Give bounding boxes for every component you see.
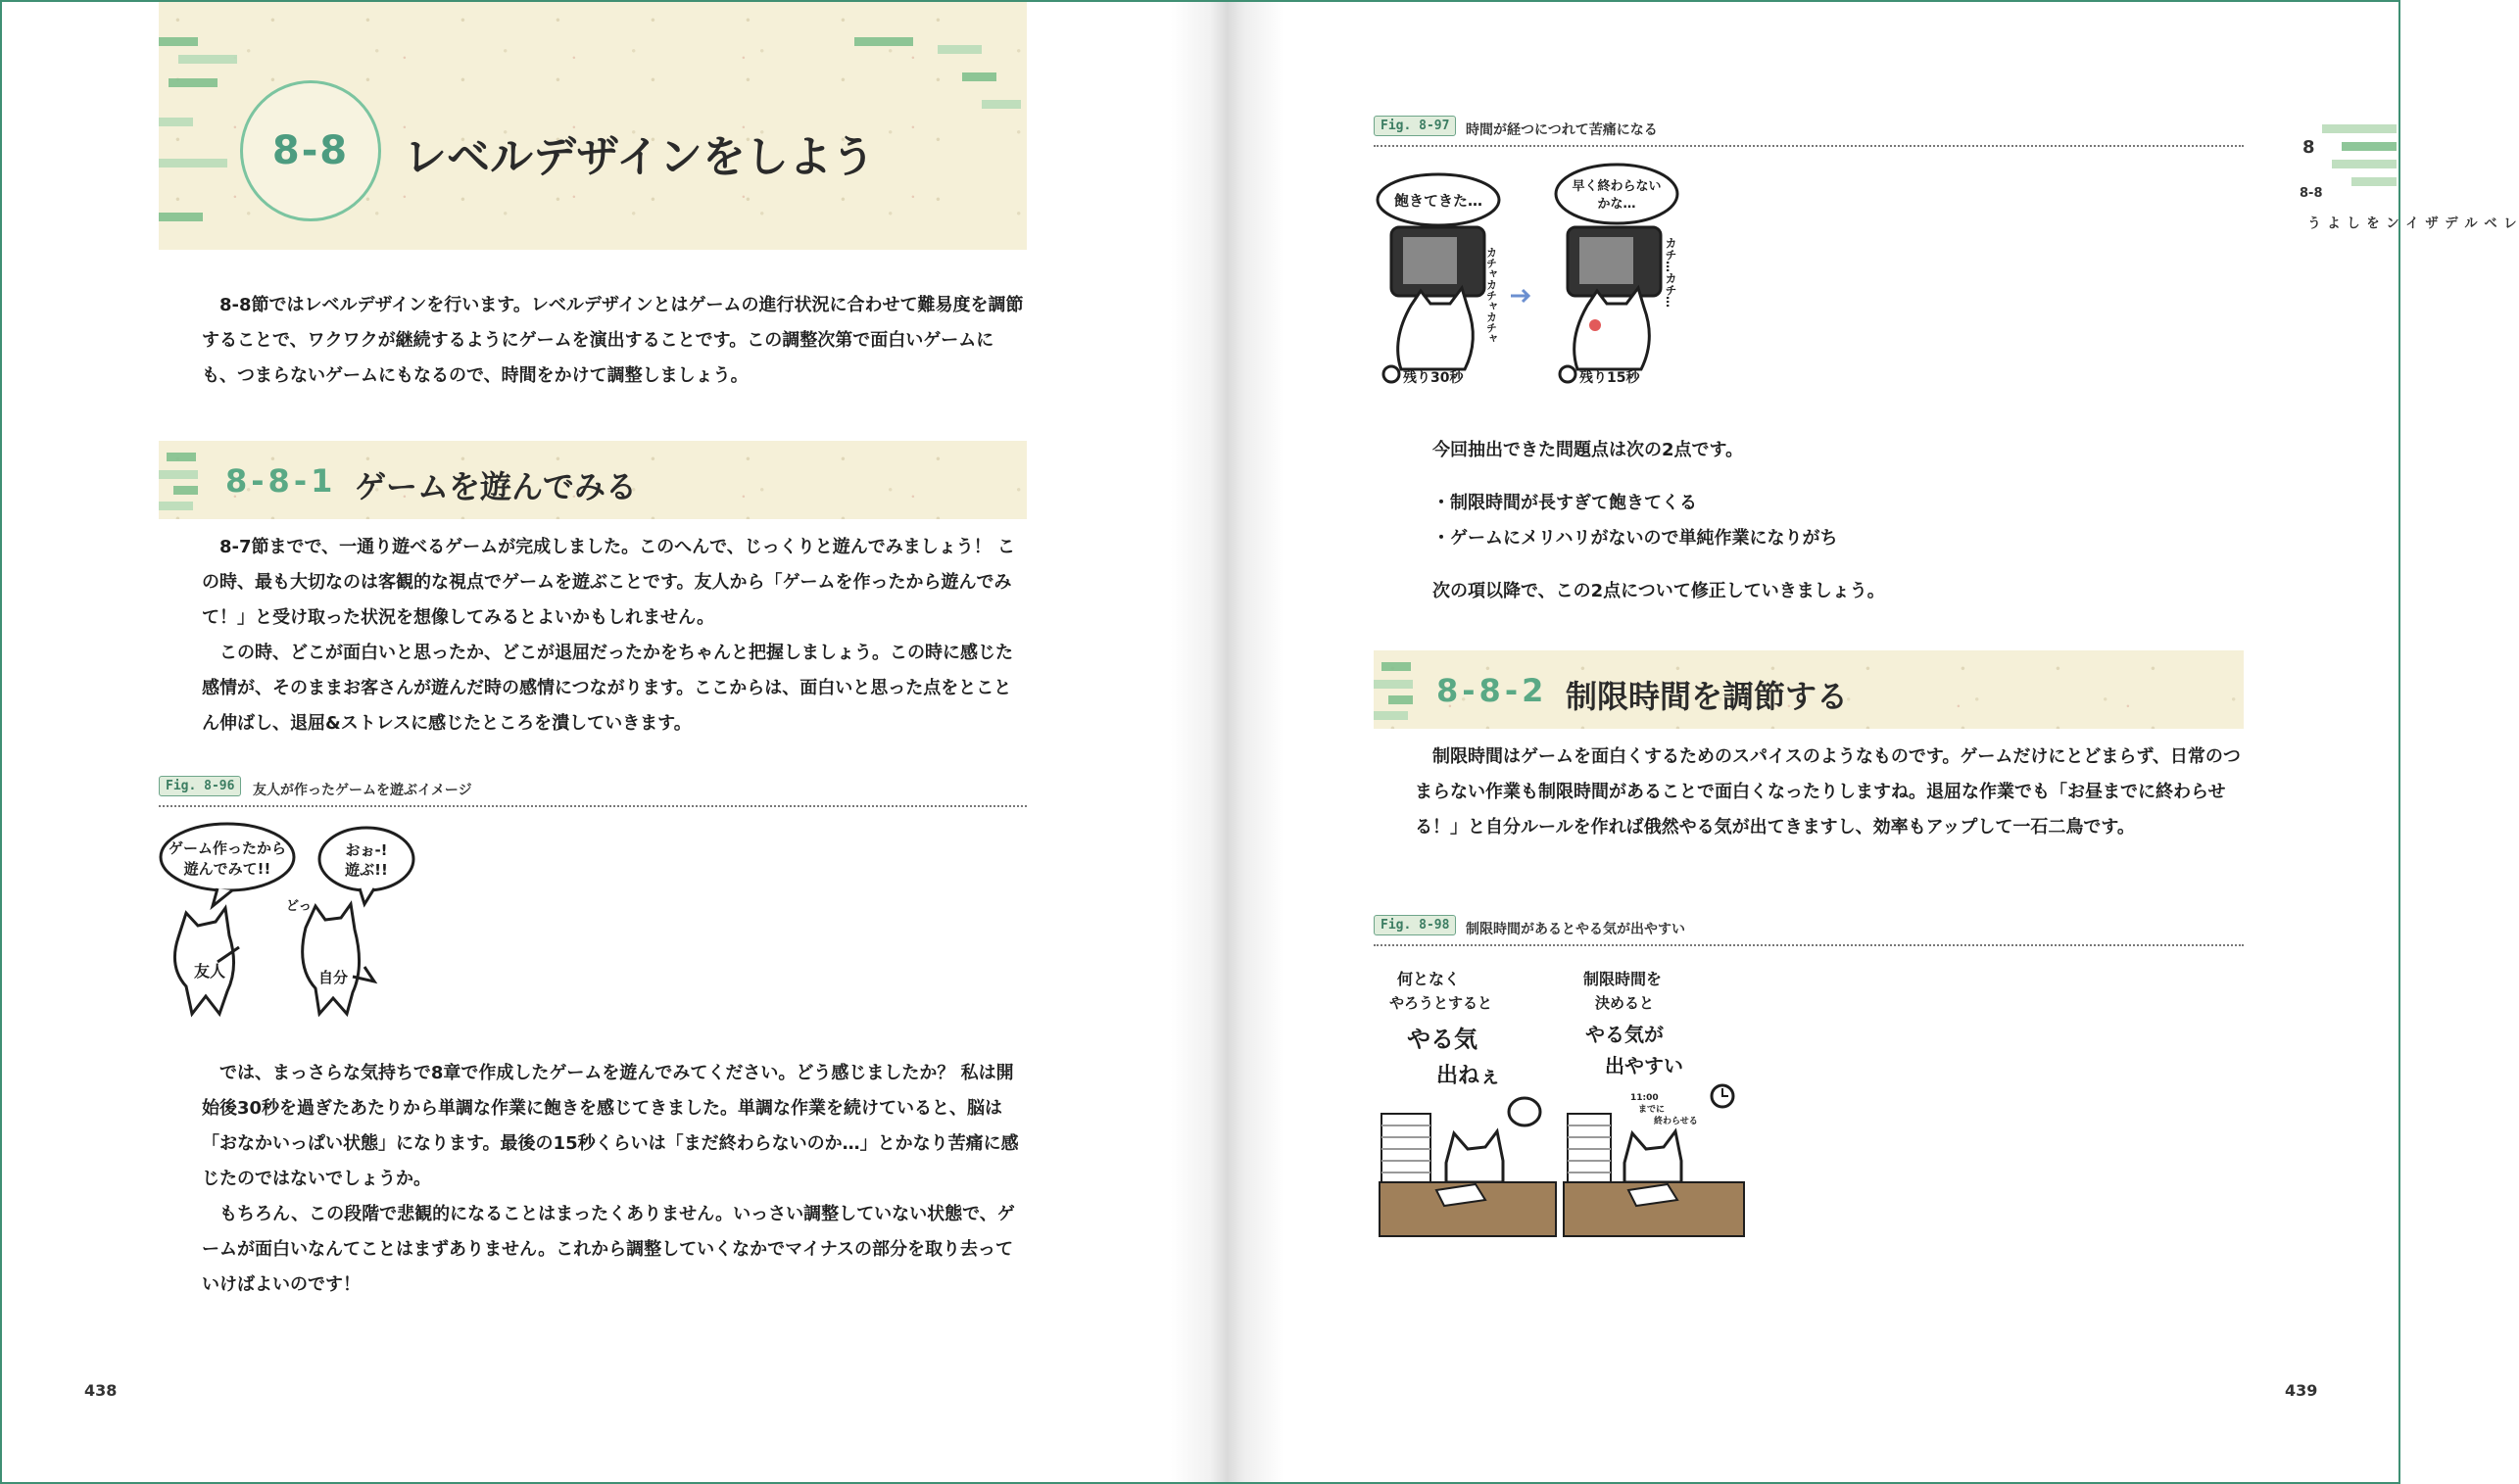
figure-caption-96 xyxy=(159,776,1027,807)
figure-tag: Fig. 8-96 xyxy=(159,776,241,796)
figure-caption-text: 時間が経つにつれて苦痛になる xyxy=(1466,122,1658,138)
section-header-8-8-1 xyxy=(159,441,1027,519)
bubble-impatient-1: 早く終わらない xyxy=(1572,179,1662,194)
bubble-right-line1: おぉ-! xyxy=(345,841,388,859)
problems-outro: 次の項以降で、この2点について修正していきましょう。 xyxy=(1432,581,1885,601)
left-line2: やろうとすると xyxy=(1389,994,1493,1012)
bubble-impatient-2: かな… xyxy=(1597,197,1636,212)
left-line3: やる気 xyxy=(1407,1026,1477,1053)
figure-caption-text: 友人が作ったゲームを遊ぶイメージ xyxy=(253,783,472,798)
chapter-title: レベルデザインをしよう xyxy=(404,132,875,182)
book-gutter xyxy=(1171,2,1284,1482)
right-page xyxy=(1284,2,2517,1482)
right-line1: 制限時間を xyxy=(1583,970,1663,988)
chapter-header xyxy=(159,2,1027,250)
right-line3: やる気が xyxy=(1585,1023,1664,1046)
after-figure-body xyxy=(202,1056,1027,1303)
paragraph: 8-7節までで、一通り遊べるゲームが完成しました。このへんで、じっくりと遊んでみましょう！ この時、最も大切なのは客観的な視点でゲームを遊ぶことです。友人から「ゲームを作ったから遊んでみて！」と受け取った状況を想像してみるとよいかもしれません。 xyxy=(202,537,1016,628)
right-line4: 出やすい xyxy=(1605,1054,1683,1077)
intro-text xyxy=(202,288,1027,394)
side-chapter-number: 8 xyxy=(2302,137,2315,158)
page-number-right: 439 xyxy=(2285,1381,2318,1400)
problems-intro: 今回抽出できた問題点は次の2点です。 xyxy=(1432,440,1744,460)
section2-body xyxy=(1415,740,2244,845)
label-friend: 友人 xyxy=(193,962,226,981)
problems-block xyxy=(1432,433,2236,609)
section1-body xyxy=(202,530,1027,742)
bubble-left-line1: ゲーム作ったから xyxy=(168,839,287,857)
bubble-bored: 飽きてきた… xyxy=(1393,192,1483,210)
timer-15: 残り15秒 xyxy=(1579,370,1640,386)
side-section-title: レベルデザインをしよう xyxy=(2305,215,2517,232)
sfx-text: どっ xyxy=(286,899,312,914)
bored-gaming-illustration xyxy=(1372,159,1695,394)
left-line1: 何となく xyxy=(1397,970,1461,988)
paragraph: 制限時間はゲームを面白くするためのスパイスのようなものです。ゲームだけにとどまらず、日常のつまらない作業も制限時間があることで面白くなったりしますね。退屈な作業でも「お昼までに終わらせる！」と自分ルールを作れば俄然やる気が出てきますし、効率もアップして一石二鳥です。 xyxy=(1415,746,2241,838)
section-title: 制限時間を調節する xyxy=(1566,678,1849,715)
bubble-right-line2: 遊ぶ!! xyxy=(345,861,388,879)
sfx-click-slow: カチ…カチ… xyxy=(1664,237,1677,308)
sfx-click-fast: カチャカチャカチャ xyxy=(1484,247,1498,344)
time-limit-motivation-illustration xyxy=(1378,957,1769,1241)
section-number: 8-8-1 xyxy=(225,462,337,500)
paragraph: この時、どこが面白いと思ったか、どこが退屈だったかをちゃんと把握しましょう。この時に感じた感情が、そのままお客さんが遊んだ時の感情につながります。ここからは、面白いと思った点をとことん伸ばし、退屈&ストレスに感じたところを潰していきます。 xyxy=(202,643,1013,734)
right-line2: 決めると xyxy=(1595,994,1655,1012)
paragraph: では、まっさらな気持ちで8章で作成したゲームを遊んでみてください。どう感じましたか？ 私は開始後30秒を過ぎたあたりから単調な作業に飽きを感じてきました。単調な作業を続けていると、脳は「おなかいっぱい状態」になります。最後の15秒くらいは「まだ終わらないのか…」とかなり苦痛に感じたのではないでしょうか。 xyxy=(202,1063,1019,1189)
bubble-left-line2: 遊んでみて!! xyxy=(183,860,271,878)
note-until: までに xyxy=(1638,1105,1666,1115)
section-number: 8-8-2 xyxy=(1436,672,1548,709)
note-time: 11:00 xyxy=(1630,1093,1659,1103)
left-line4: 出ねぇ xyxy=(1436,1064,1502,1088)
label-self: 自分 xyxy=(317,969,349,986)
figure-tag: Fig. 8-98 xyxy=(1374,915,1456,935)
paragraph: もちろん、この段階で悲観的になることはまったくありません。いっさい調整していない状態で、ゲームが面白いなんてことはまずありません。これから調整していくなかでマイナスの部分を取り去っていけばよいのです！ xyxy=(202,1204,1015,1295)
side-section-number: 8-8 xyxy=(2300,186,2323,201)
section-header-8-8-2 xyxy=(1374,650,2244,729)
timer-30: 残り30秒 xyxy=(1403,370,1464,386)
section-title: ゲームを遊んでみる xyxy=(355,468,638,505)
left-page xyxy=(2,2,1171,1482)
intro-paragraph: 8-8節ではレベルデザインを行います。レベルデザインとはゲームの進行状況に合わせて難易度を調節することで、ワクワクが継続するようにゲームを演出することです。この調整次第で面白いゲームにも、つまらないゲームにもなるので、時間をかけて調整しましょう。 xyxy=(202,295,1024,386)
figure-caption-98 xyxy=(1374,915,2244,946)
figure-caption-97 xyxy=(1374,116,2244,147)
note-finish: 終わらせる xyxy=(1654,1117,1698,1126)
friend-game-illustration xyxy=(159,820,433,1016)
chapter-number-badge: 8-8 xyxy=(240,80,381,221)
page-number-left: 438 xyxy=(84,1381,118,1400)
figure-caption-text: 制限時間があるとやる気が出やすい xyxy=(1466,922,1685,937)
figure-tag: Fig. 8-97 xyxy=(1374,116,1456,136)
problem-item: ・制限時間が長すぎて飽きてくる xyxy=(1432,493,1697,513)
problem-item: ・ゲームにメリハリがないので単純作業になりがち xyxy=(1432,528,1838,549)
